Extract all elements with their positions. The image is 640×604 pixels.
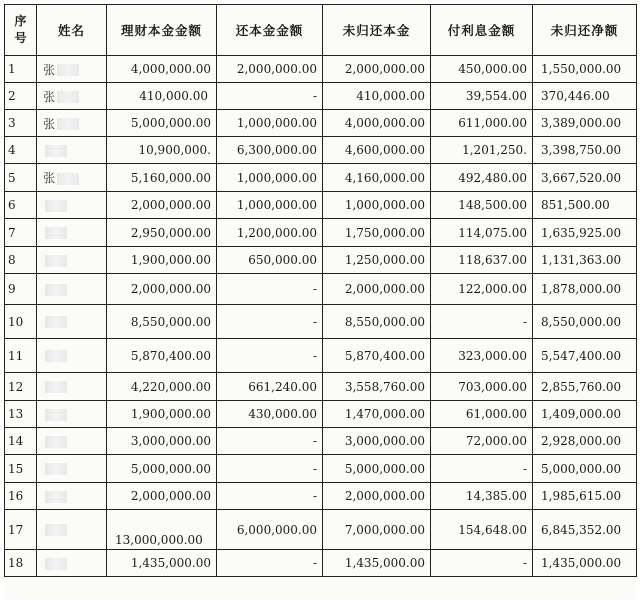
row-name: [37, 550, 107, 577]
redacted-name-block: [45, 350, 67, 362]
row-net: 1,131,363.00: [533, 247, 637, 274]
principal-repayment-table: [4, 4, 637, 577]
row-seq: 12: [5, 373, 37, 401]
row-outstanding: 2,000,000.00: [323, 483, 431, 510]
row-principal: 4,220,000.00: [107, 373, 217, 401]
row-interest: 148,500.00: [431, 192, 533, 219]
row-repaid: -: [217, 339, 323, 373]
row-outstanding: 4,600,000.00: [323, 137, 431, 164]
header-principal: 理财本金金额: [107, 5, 217, 56]
row-seq: 3: [5, 110, 37, 137]
row-outstanding: 4,000,000.00: [323, 110, 431, 137]
row-name: 张: [37, 110, 107, 137]
redacted-name-block: [45, 381, 67, 393]
row-outstanding: 2,000,000.00: [323, 274, 431, 305]
row-principal: 2,000,000.00: [107, 483, 217, 510]
row-principal: 5,870,400.00: [107, 339, 217, 373]
row-interest: 703,000.00: [431, 373, 533, 401]
row-repaid: -: [217, 83, 323, 110]
redacted-name-block: [45, 524, 67, 536]
redacted-name-block: [45, 436, 67, 448]
row-name: [37, 428, 107, 455]
row-outstanding: 3,000,000.00: [323, 428, 431, 455]
header-repaid: 还本金金额: [217, 5, 323, 56]
redacted-name-block: [57, 64, 79, 76]
row-interest: 492,480.00: [431, 164, 533, 192]
row-seq: 15: [5, 455, 37, 483]
row-net: 3,398,750.00: [533, 137, 637, 164]
redacted-name-block: [45, 316, 67, 328]
header-seq-char-1: 序: [14, 14, 27, 28]
row-repaid: 1,000,000.00: [217, 110, 323, 137]
row-net: 5,547,400.00: [533, 339, 637, 373]
row-net: 1,409,000.00: [533, 401, 637, 428]
row-interest: 61,000.00: [431, 401, 533, 428]
row-principal: 2,000,000.00: [107, 274, 217, 305]
row-net: 6,845,352.00: [533, 510, 637, 550]
table-header-row: [5, 5, 637, 56]
row-name: [37, 373, 107, 401]
row-interest: 72,000.00: [431, 428, 533, 455]
row-outstanding: 1,435,000.00: [323, 550, 431, 577]
row-interest: 611,000.00: [431, 110, 533, 137]
row-seq: 8: [5, 247, 37, 274]
row-seq: 17: [5, 510, 37, 550]
redacted-name-block: [45, 409, 67, 421]
table-row: [5, 339, 637, 373]
row-interest: 122,000.00: [431, 274, 533, 305]
table-row: [5, 305, 637, 339]
row-seq: 16: [5, 483, 37, 510]
row-outstanding: 4,160,000.00: [323, 164, 431, 192]
row-repaid: 6,000,000.00: [217, 510, 323, 550]
row-net: 5,000,000.00: [533, 455, 637, 483]
row-repaid: 1,200,000.00: [217, 219, 323, 247]
row-repaid: 1,000,000.00: [217, 164, 323, 192]
table-row: [5, 373, 637, 401]
row-principal: 5,000,000.00: [107, 110, 217, 137]
row-outstanding: 410,000.00: [323, 83, 431, 110]
row-repaid: 430,000.00: [217, 401, 323, 428]
table-row: [5, 192, 637, 219]
table-row: [5, 110, 637, 137]
row-repaid: 661,240.00: [217, 373, 323, 401]
row-net: 2,855,760.00: [533, 373, 637, 401]
row-interest: -: [431, 550, 533, 577]
row-interest: -: [431, 455, 533, 483]
table-row: [5, 401, 637, 428]
row-principal: 1,900,000.00: [107, 401, 217, 428]
row-seq: 5: [5, 164, 37, 192]
redacted-name-block: [45, 284, 67, 296]
row-interest: 114,075.00: [431, 219, 533, 247]
redacted-name-block: [45, 463, 67, 475]
row-interest: -: [431, 305, 533, 339]
row-outstanding: 1,470,000.00: [323, 401, 431, 428]
row-repaid: -: [217, 550, 323, 577]
header-interest: 付利息金额: [431, 5, 533, 56]
row-principal: 10,900,000.: [107, 137, 217, 164]
row-name: 张: [37, 83, 107, 110]
table-row: [5, 274, 637, 305]
row-principal: 5,160,000.00: [107, 164, 217, 192]
table-row: [5, 550, 637, 577]
row-net: 1,635,925.00: [533, 219, 637, 247]
row-seq: 2: [5, 83, 37, 110]
row-seq: 6: [5, 192, 37, 219]
row-net: 8,550,000.00: [533, 305, 637, 339]
row-outstanding: 7,000,000.00: [323, 510, 431, 550]
row-net: 1,550,000.00: [533, 56, 637, 83]
row-seq: 18: [5, 550, 37, 577]
header-seq: [5, 5, 37, 56]
row-principal: 1,900,000.00: [107, 247, 217, 274]
row-name: [37, 274, 107, 305]
table-row: [5, 510, 637, 550]
row-outstanding: 2,000,000.00: [323, 56, 431, 83]
row-net: 3,389,000.00: [533, 110, 637, 137]
header-name: 姓名: [37, 5, 107, 56]
redacted-name-block: [45, 200, 67, 212]
row-principal: 8,550,000.00: [107, 305, 217, 339]
row-name: [37, 510, 107, 550]
row-net: 2,928,000.00: [533, 428, 637, 455]
row-repaid: -: [217, 428, 323, 455]
row-name: [37, 137, 107, 164]
row-seq: 10: [5, 305, 37, 339]
financial-table-sheet: [4, 4, 636, 600]
row-name: [37, 305, 107, 339]
redacted-name-block: [57, 173, 79, 185]
row-seq: 4: [5, 137, 37, 164]
row-principal: 2,000,000.00: [107, 192, 217, 219]
row-name: 张: [37, 56, 107, 83]
redacted-name-block: [45, 491, 67, 503]
row-interest: 154,648.00: [431, 510, 533, 550]
table-row: [5, 428, 637, 455]
row-name: 张: [37, 164, 107, 192]
row-repaid: 1,000,000.00: [217, 192, 323, 219]
row-outstanding: 1,750,000.00: [323, 219, 431, 247]
row-interest: 450,000.00: [431, 56, 533, 83]
row-seq: 13: [5, 401, 37, 428]
row-name: [37, 247, 107, 274]
row-principal: 1,435,000.00: [107, 550, 217, 577]
row-interest: 1,201,250.: [431, 137, 533, 164]
row-repaid: 6,300,000.00: [217, 137, 323, 164]
table-row: [5, 219, 637, 247]
row-principal: 2,950,000.00: [107, 219, 217, 247]
table-row: [5, 483, 637, 510]
row-seq: 7: [5, 219, 37, 247]
row-name: [37, 219, 107, 247]
row-repaid: -: [217, 305, 323, 339]
row-outstanding: 5,870,400.00: [323, 339, 431, 373]
redacted-name-block: [45, 227, 67, 239]
row-principal: 5,000,000.00: [107, 455, 217, 483]
table-row: [5, 137, 637, 164]
row-name: [37, 483, 107, 510]
row-outstanding: 5,000,000.00: [323, 455, 431, 483]
row-repaid: 650,000.00: [217, 247, 323, 274]
row-outstanding: 1,250,000.00: [323, 247, 431, 274]
row-name: [37, 339, 107, 373]
table-row: [5, 247, 637, 274]
redacted-name-block: [45, 255, 67, 267]
row-interest: 14,385.00: [431, 483, 533, 510]
header-outstanding: 未归还本金: [323, 5, 431, 56]
table-row: [5, 164, 637, 192]
header-seq-char-2: 号: [14, 31, 27, 45]
row-net: 370,446.00: [533, 83, 637, 110]
row-interest: 118,637.00: [431, 247, 533, 274]
row-net: 851,500.00: [533, 192, 637, 219]
row-seq: 14: [5, 428, 37, 455]
row-net: 3,667,520.00: [533, 164, 637, 192]
row-repaid: -: [217, 274, 323, 305]
redacted-name-block: [45, 558, 67, 570]
row-interest: 39,554.00: [431, 83, 533, 110]
row-seq: 1: [5, 56, 37, 83]
redacted-name-block: [57, 91, 79, 103]
row-net: 1,435,000.00: [533, 550, 637, 577]
row-net: 1,985,615.00: [533, 483, 637, 510]
row-repaid: 2,000,000.00: [217, 56, 323, 83]
row-principal: 410,000.00: [107, 83, 217, 110]
row-name: [37, 455, 107, 483]
row-name: [37, 192, 107, 219]
row-interest: 323,000.00: [431, 339, 533, 373]
redacted-name-block: [57, 118, 79, 130]
row-name: [37, 401, 107, 428]
row-repaid: -: [217, 483, 323, 510]
redacted-name-block: [45, 145, 67, 157]
table-row: [5, 83, 637, 110]
row-principal: 3,000,000.00: [107, 428, 217, 455]
row-outstanding: 8,550,000.00: [323, 305, 431, 339]
row-repaid: -: [217, 455, 323, 483]
row-net: 1,878,000.00: [533, 274, 637, 305]
row-seq: 9: [5, 274, 37, 305]
row-seq: 11: [5, 339, 37, 373]
row-outstanding: 3,558,760.00: [323, 373, 431, 401]
table-row: [5, 56, 637, 83]
row-principal: 4,000,000.00: [107, 56, 217, 83]
table-row: [5, 455, 637, 483]
row-outstanding: 1,000,000.00: [323, 192, 431, 219]
row-principal: 13,000,000.00: [107, 510, 217, 550]
header-net: 未归还净额: [533, 5, 637, 56]
